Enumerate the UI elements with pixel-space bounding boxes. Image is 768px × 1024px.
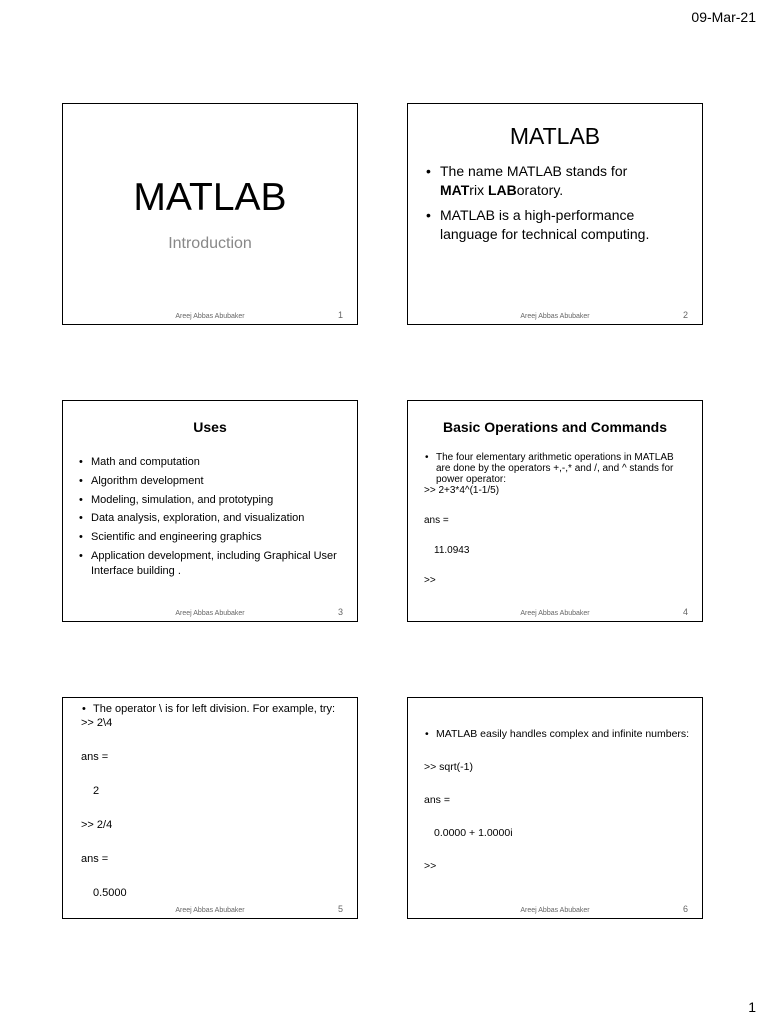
slide-body <box>424 452 690 587</box>
list-item: • Application development, including Graphical User Interface building . <box>77 549 347 579</box>
slide-number: 4 <box>682 607 688 617</box>
slide-number: 5 <box>337 904 343 914</box>
slide-author: Areej Abbas Abubaker <box>175 313 245 320</box>
command-line: >> 2\4 <box>81 717 113 729</box>
slide-number: 6 <box>682 904 688 914</box>
slide-6 <box>407 697 703 919</box>
slide-title: Basic Operations and Commands <box>442 419 668 435</box>
list-item: • Algorithm development <box>77 474 347 489</box>
output-value: 11.0943 <box>434 545 470 556</box>
slide-3 <box>62 400 358 622</box>
slide-title: Uses <box>193 419 227 435</box>
slide-author: Areej Abbas Abubaker <box>520 313 590 320</box>
slide-subtitle: Introduction <box>168 235 252 252</box>
slide-body <box>424 728 690 873</box>
list-item: • Modeling, simulation, and prototyping <box>77 493 347 508</box>
output-label: ans = <box>81 853 109 865</box>
page-date: 09-Mar-21 <box>691 9 756 25</box>
bullet-text: The name MATLAB stands for <box>440 163 628 179</box>
bullet-text: • MATLAB easily handles complex and infinite numbers: <box>424 728 690 741</box>
slide-author: Areej Abbas Abubaker <box>520 907 590 914</box>
slide-4 <box>407 400 703 622</box>
list-item: • MATLAB is a high-performance language for technical computing. <box>424 206 688 244</box>
output-value: 0.0000 + 1.0000i <box>434 827 513 839</box>
output-label: ans = <box>424 794 450 806</box>
output-value: 0.5000 <box>93 887 127 899</box>
output-label: ans = <box>81 751 109 763</box>
bold-text: MAT <box>440 182 470 198</box>
slide-author: Areej Abbas Abubaker <box>520 610 590 617</box>
slide-2 <box>407 103 703 325</box>
command-line: >> 2+3*4^(1-1/5) <box>424 485 500 496</box>
bullet-text: • The four elementary arithmetic operations in MATLAB are done by the operators +,-,* and /, and ^ stands for power operator: <box>424 452 690 485</box>
slide-number: 2 <box>682 310 688 320</box>
command-line: >> sqrt(-1) <box>424 761 474 773</box>
list-item: • Scientific and engineering graphics <box>77 530 347 545</box>
command-line: >> 2/4 <box>81 819 113 831</box>
bullet-list <box>77 455 347 583</box>
bullet-list <box>424 162 688 250</box>
bold-text: LAB <box>487 182 517 198</box>
prompt-line: >> <box>424 860 437 872</box>
prompt-line: >> <box>424 575 436 586</box>
output-label: ans = <box>424 515 449 526</box>
bullet-text: oratory. <box>516 182 564 198</box>
slide-number: 3 <box>337 607 343 617</box>
bullet-text: rix <box>469 182 488 198</box>
list-item <box>424 162 688 200</box>
slide-title: MATLAB <box>509 123 601 149</box>
output-value: 2 <box>93 785 100 797</box>
slide-body <box>81 702 345 900</box>
slide-1 <box>62 103 358 325</box>
list-item: • Data analysis, exploration, and visualization <box>77 511 347 526</box>
slide-author: Areej Abbas Abubaker <box>175 907 245 914</box>
slide-title: MATLAB <box>133 176 287 219</box>
page-number: 1 <box>748 999 756 1015</box>
bullet-text: • The operator \ is for left division. For example, try: <box>81 702 345 716</box>
list-item: • Math and computation <box>77 455 347 470</box>
slide-5 <box>62 697 358 919</box>
slide-author: Areej Abbas Abubaker <box>175 610 245 617</box>
slide-number: 1 <box>337 310 343 320</box>
